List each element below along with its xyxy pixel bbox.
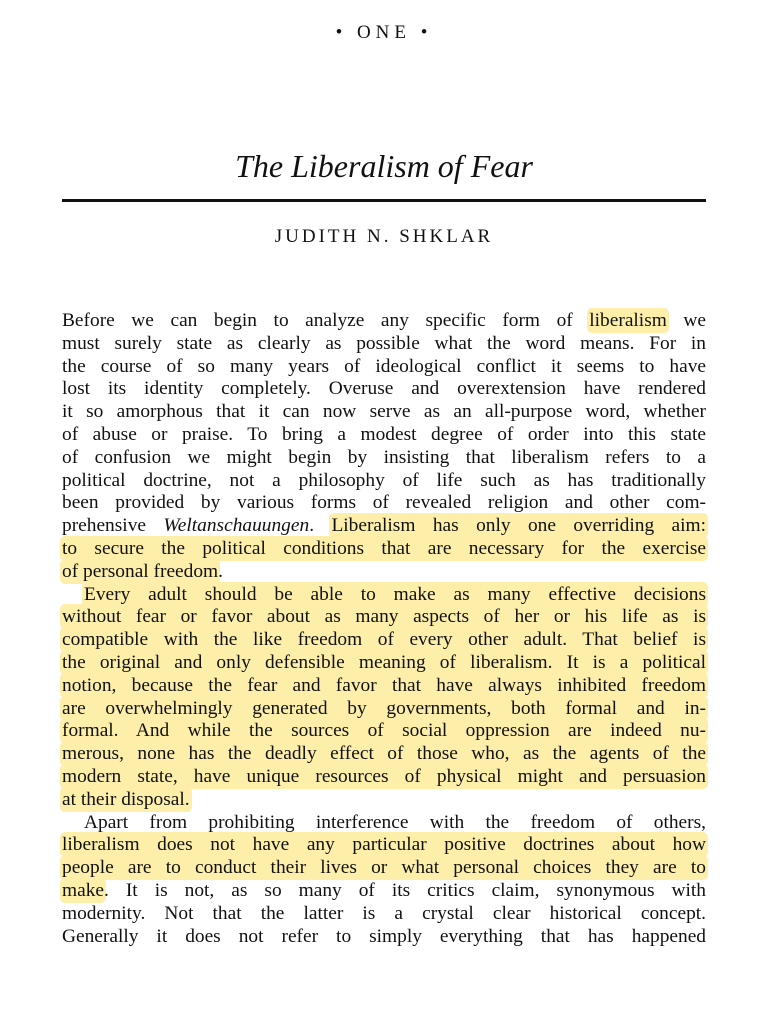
text-line: must surely state as clearly as possible what the word means. For in [62,332,706,354]
text-line: political doctrine, not a philosophy of life such as has traditionally [62,469,706,491]
highlight: modern state, have unique resources of physical might and persuasion [62,765,706,787]
text-line: lost its identity completely. Overuse and overextension have rendered [62,378,706,400]
chapter-title: The Liberalism of Fear [235,148,533,184]
highlight: merous, none has the deadly effect of those who, as the agents of the [62,743,706,765]
highlight: the original and only defensible meaning of liberalism. It is a political [62,651,706,673]
text-line [62,743,706,766]
highlight: at their disposal. [62,788,190,810]
text-line: of personal freedom. [62,560,223,582]
text-line [62,538,706,561]
text-line: the course of so many years of ideological conflict it seems to have [62,355,706,377]
highlight: formal. And while the sources of social oppression are indeed nu- [62,720,706,742]
text-line: make. It is not, as so many of its critics claim, synonymous with [62,879,706,901]
text-line: been provided by various forms of revealed religion and other com- [62,492,706,514]
text-line [62,652,706,675]
text-line: it so amorphous that it can now serve as an all-purpose word, whether [62,401,706,423]
text-line: Before we can begin to analyze any specific form of liberalism we [62,310,706,331]
highlight: liberalism does not have any particular positive doctrines about how [62,834,706,856]
text-line [62,789,706,812]
highlight: make [62,879,104,901]
text-line: of confusion we might begin by insisting that liberalism refers to a [62,446,706,468]
highlight: without fear or favor about as many aspects of her or his life as is [62,606,706,628]
highlight: compatible with the like freedom of every other adult. That belief is [62,629,706,651]
author-name: JUDITH N. SHKLAR [274,226,494,247]
text-line: Apart from prohibiting interference with the freedom of others, [84,811,706,833]
chapter-number: • ONE • [335,22,433,43]
text-line [62,606,706,629]
title-rule [62,199,706,202]
body-text [62,310,706,948]
highlight: are overwhelmingly generated by governments, both formal and in- [62,697,706,719]
highlight: notion, because the fear and favor that have always inhibited freedom [62,674,706,696]
highlight: people are to conduct their lives or what personal choices they are to [62,857,706,879]
text-line: modernity. Not that the latter is a crystal clear historical concept. [62,902,706,924]
text-line: of abuse or praise. To bring a modest degree of order into this state [62,423,706,445]
highlight: of personal freedom [62,560,219,582]
text-line [62,834,706,857]
text-line [62,629,706,652]
highlight: Every adult should be able to make as many effective decisions [84,583,706,605]
text-line [62,675,706,698]
highlight: to secure the political conditions that are necessary for the exercise [62,537,706,559]
text-line [62,766,706,789]
text-line: prehensive Weltanschauungen. Liberalism has only one overriding aim: [62,515,706,537]
text-line: Generally it does not refer to simply everything that has happened [62,925,706,947]
text-line [62,720,706,743]
highlight: liberalism [589,310,667,331]
highlight: Liberalism has only one overriding aim: [331,515,706,537]
text-line [62,857,706,880]
text-line [62,698,706,721]
text-line [62,584,706,607]
